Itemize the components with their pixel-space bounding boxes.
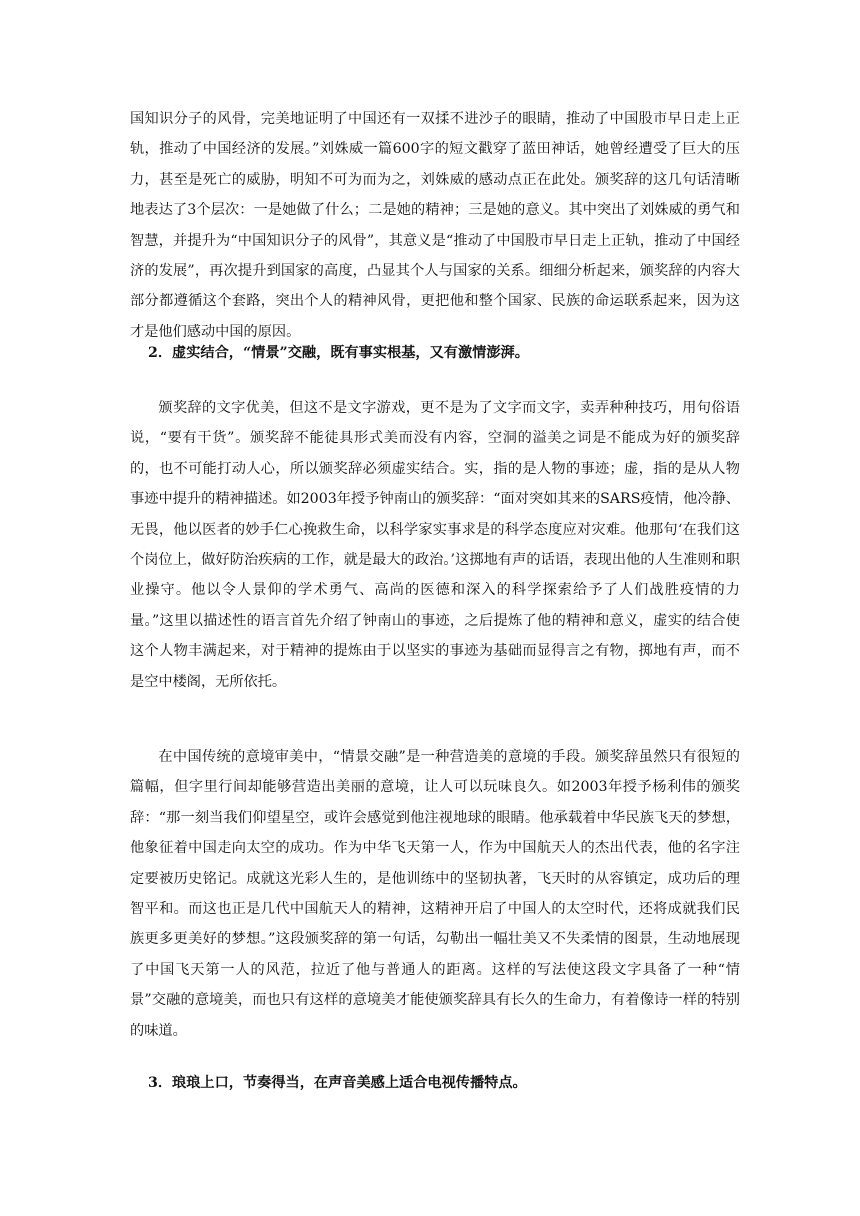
paragraph-continued: 国知识分子的风骨，完美地证明了中国还有一双揉不进沙子的眼睛，推动了中国股市早日走上正轨，推动了中国经济的发展。”刘姝威一篇600字的短文戳穿了蓝田神话，她曾经遭受了巨大的压力，甚至是死亡的威胁，明知不可为而为之，刘姝威的感动点正在此处。颁奖辞的这几句话清晰地表达了3个层次：一是她做了什么；二是她的精神；三是她的意义。其中突出了刘姝威的勇气和智慧，并提升为“中国知识分子的风骨”，其意义是“推动了中国股市早日走上正轨，推动了中国经济的发展”，再次提升到国家的高度，凸显其个人与国家的关系。细细分析起来，颁奖辞的内容大部分都遵循这个套路，突出个人的精神风骨，更把他和整个国家、民族的命运联系起来，因为这才是他们感动中国的原因。 [130, 111, 740, 340]
section-heading-2: 2．虚实结合，“情景”交融，既有事实根基，又有激情澎湃。 [148, 345, 529, 361]
paragraph-zhong-nanshan: 颁奖辞的文字优美，但这不是文字游戏，更不是为了文字而文字，卖弄种种技巧，用句俗语说，“要有干货”。颁奖辞不能徒具形式美而没有内容，空洞的溢美之词是不能成为好的颁奖辞的，也不可能打动人心，所以颁奖辞必须虚实结合。实，指的是人物的事迹；虚，指的是从人物事迹中提升的精神描述。如2003年授予钟南山的颁奖辞：“面对突如其来的SARS疫情，他冷静、无畏，他以医者的妙手仁心挽救生命，以科学家实事求是的科学态度应对灾难。他那句‘在我们这个岗位上，做好防治疾病的工作，就是最大的政治。’这掷地有声的话语，表现出他的人生准则和职业操守。他以令人景仰的学术勇气、高尚的医德和深入的科学探索给予了人们战胜疫情的力量。”这里以描述性的语言首先介绍了钟南山的事迹，之后提炼了他的精神和意义，虚实的结合使这个人物丰满起来，对于精神的提炼由于以坚实的事迹为基础而显得言之有物，掷地有声，而不是空中楼阁，无所依托。 [130, 400, 740, 690]
paragraph-yang-liwei: 在中国传统的意境审美中，“情景交融”是一种营造美的意境的手段。颁奖辞虽然只有很短的篇幅，但字里行间却能够营造出美丽的意境，让人可以玩味良久。如2003年授予杨利伟的颁奖辞：“那一刻当我们仰望星空，或许会感觉到他注视地球的眼睛。他承载着中华民族飞天的梦想，他象征着中国走向太空的成功。作为中华飞天第一人，作为中国航天人的杰出代表，他的名字注定要被历史铭记。成就这光彩人生的，是他训练中的坚韧执著，飞天时的从容镇定，成功后的理智平和。而这也正是几代中国航天人的精神，这精神开启了中国人的太空时代，还将成就我们民族更多更美好的梦想。”这段颁奖辞的第一句话，勾勒出一幅壮美又不失柔情的图景，生动地展现了中国飞天第一人的风范，拉近了他与普通人的距离。这样的写法使这段文字具备了一种“情景”交融的意境美，而也只有这样的意境美才能使颁奖辞具有长久的生命力，有着像诗一样的特别的味道。 [130, 749, 740, 1039]
section-heading-3: 3．琅琅上口，节奏得当，在声音美感上适合电视传播特点。 [148, 1075, 527, 1091]
